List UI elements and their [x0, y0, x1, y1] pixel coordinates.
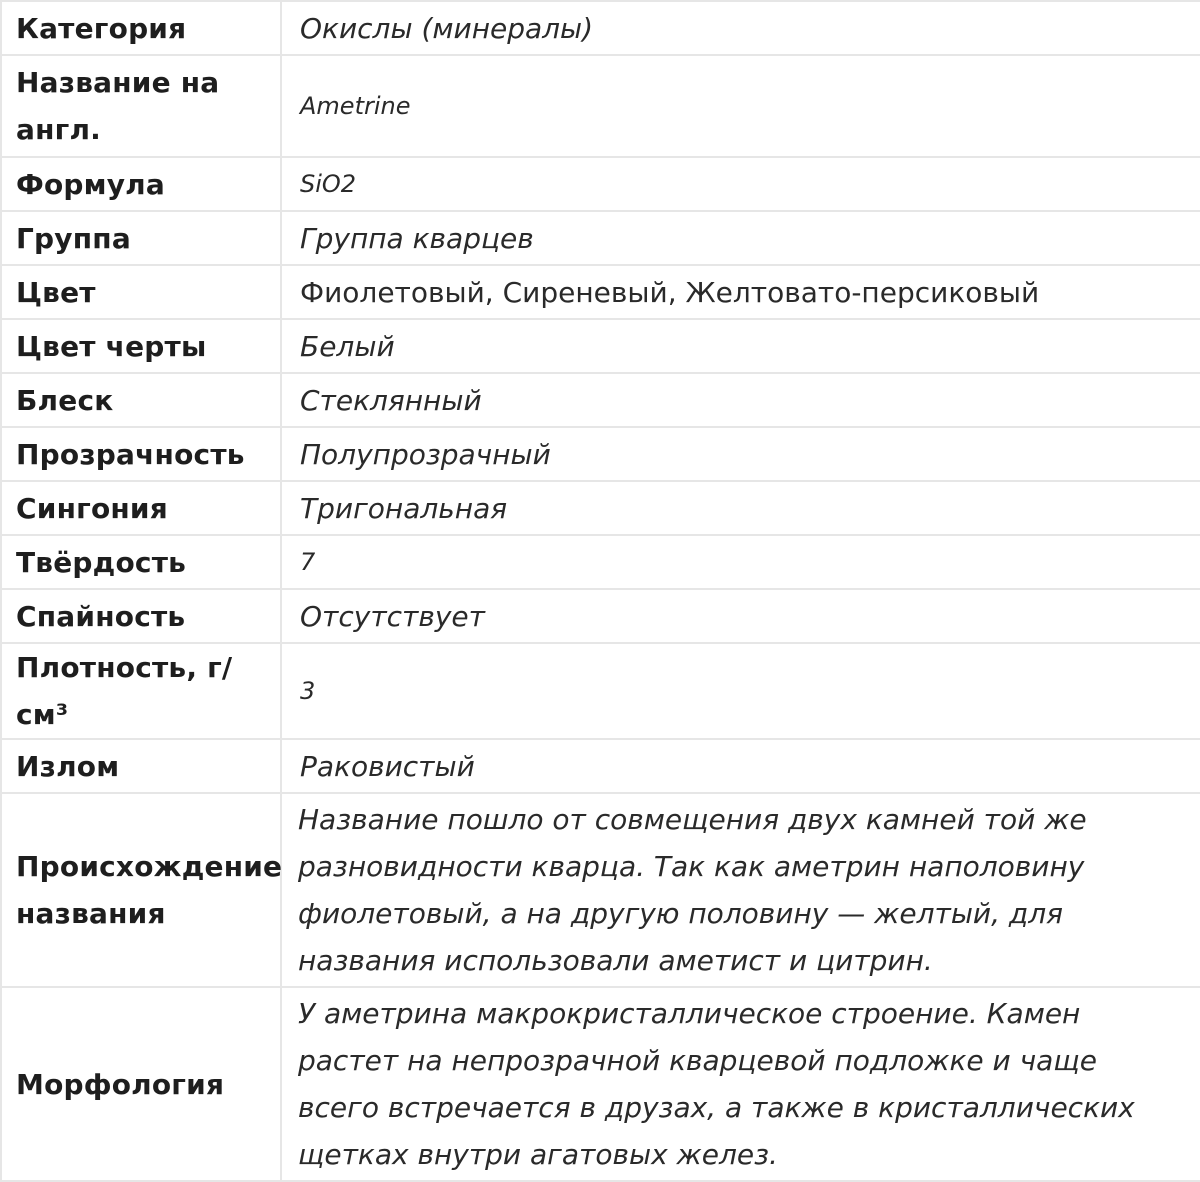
row-label-color: Цвет: [1, 265, 281, 319]
row-label-transparency: Прозрачность: [1, 427, 281, 481]
row-label-fracture: Излом: [1, 739, 281, 793]
row-value-formula: SiO2: [281, 157, 1200, 211]
table-row: [1, 739, 1200, 793]
row-label-formula: Формула: [1, 157, 281, 211]
row-value-cleavage: Отсутствует: [281, 589, 1200, 643]
row-label-streak: Цвет черты: [1, 319, 281, 373]
row-label-morphology: Морфология: [1, 987, 281, 1181]
row-value-morphology: У аметрина макрокристаллическое строение. Камен растет на непрозрачной кварцевой подложке и чаще всего встречается в друзах, а также в кристаллических щетках внутри агатовых желез.: [281, 987, 1200, 1181]
row-value-fracture: Раковистый: [281, 739, 1200, 793]
row-label-density: Плотность, г/см³: [1, 643, 281, 739]
table-row: [1, 987, 1200, 1181]
table-row: [1, 319, 1200, 373]
table-row: [1, 535, 1200, 589]
row-value-crystal-system: Тригональная: [281, 481, 1200, 535]
table-row: [1, 1, 1200, 55]
row-label-luster: Блеск: [1, 373, 281, 427]
row-label-category: Категория: [1, 1, 281, 55]
row-value-color: Фиолетовый, Сиреневый, Желтовато-персиковый: [281, 265, 1200, 319]
table-row: [1, 589, 1200, 643]
row-label-crystal-system: Сингония: [1, 481, 281, 535]
row-value-density: 3: [281, 643, 1200, 739]
row-label-name-origin: Происхождение названия: [1, 793, 281, 987]
table-row: [1, 265, 1200, 319]
row-value-luster: Стеклянный: [281, 373, 1200, 427]
table-row: [1, 211, 1200, 265]
table-row: [1, 643, 1200, 739]
row-value-english-name: Ametrine: [281, 55, 1200, 157]
table-row: [1, 481, 1200, 535]
table-row: [1, 157, 1200, 211]
table-row: [1, 55, 1200, 157]
row-value-group: Группа кварцев: [281, 211, 1200, 265]
row-value-name-origin: Название пошло от совмещения двух камней той же разновидности кварца. Так как аметрин наполовину фиолетовый, а на другую половину — желтый, для названия использовали аметист и цитрин.: [281, 793, 1200, 987]
table-row: [1, 793, 1200, 987]
table-row: [1, 427, 1200, 481]
row-label-english-name: Название на англ.: [1, 55, 281, 157]
table-row: [1, 373, 1200, 427]
row-value-transparency: Полупрозрачный: [281, 427, 1200, 481]
row-label-hardness: Твёрдость: [1, 535, 281, 589]
row-value-category: Окислы (минералы): [281, 1, 1200, 55]
row-label-group: Группа: [1, 211, 281, 265]
row-value-hardness: 7: [281, 535, 1200, 589]
row-label-cleavage: Спайность: [1, 589, 281, 643]
row-value-streak: Белый: [281, 319, 1200, 373]
